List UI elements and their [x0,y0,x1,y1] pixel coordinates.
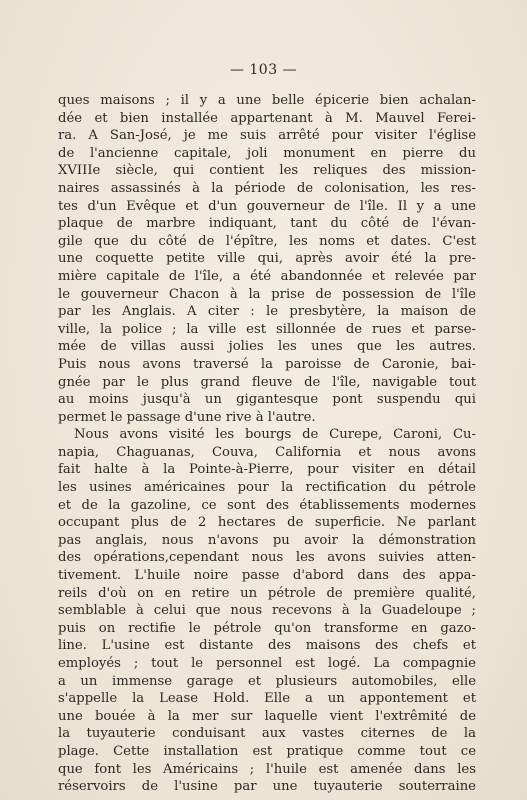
text-line: de l'ancienne capitale, joli monument en pierre du [58,145,476,161]
text-line: et de la gazoline, ce sont des établissements modernes [58,497,476,513]
text-line: fait halte à la Pointe-à-Pierre, pour visiter en détail [58,462,476,478]
text-line: puis on rectifie le pétrole qu'on transforme en gazo- [58,620,476,636]
text-line: a un immense garage et plusieurs automobiles, elle [58,673,476,689]
text-line: semblable à celui que nous recevons à la Guadeloupe ; [58,603,476,619]
text-line: que font les Américains ; l'huile est amenée dans les [58,761,476,777]
text-line: plaque de marbre indiquant, tant du côté de l'évan- [58,216,476,232]
text-line: permet le passage d'une rive à l'autre. [58,409,316,425]
text-line: Puis nous avons traversé la paroisse de Caronie, bai- [58,356,476,372]
text-line: le gouverneur Chacon à la prise de possession de l'île [58,286,476,302]
text-line: par les Anglais. A citer : le presbytère, la maison de [58,304,476,320]
text-line: occupant plus de 2 hectares de superficie. Ne parlant [58,515,476,531]
text-line: tivement. L'huile noire passe d'abord dans des appa- [58,568,476,584]
text-line: une bouée à la mer sur laquelle vient l'extrêmité de [58,708,476,724]
text-line: reils d'où on en retire un pétrole de première qualité, [58,585,476,601]
text-line: pas anglais, nous n'avons pu avoir la démonstration [58,532,476,548]
text-line: ques maisons ; il y a une belle épicerie bien achalan- [58,93,476,108]
text-line: gile que du côté de l'épître, les noms et dates. C'est [58,233,476,249]
text-line: les usines américaines pour la rectification du pétrole [58,480,476,496]
text-line: ville, la police ; la ville est sillonnée de rues et parse- [58,321,476,337]
text-line: napia, Chaguanas, Couva, California et nous avons [58,444,476,460]
text-line: tes d'un Evêque et d'un gouverneur de l'île. Il y a une [58,198,476,214]
text-line: plage. Cette installation est pratique comme tout ce [58,743,476,759]
text-line: Nous avons visité les bourgs de Curepe, Caroni, Cu- [74,427,476,443]
body-text [58,92,476,796]
text-line: dée et bien installée appartenant à M. Mauvel Ferei- [58,110,476,126]
text-line: s'appelle la Lease Hold. Elle a un appontement et [58,691,476,707]
text-line: ra. A San-José, je me suis arrêté pour visiter l'église [58,128,476,144]
text-line: mée de villas aussi jolies les unes que les autres. [58,339,476,355]
page-number: — 103 — [229,62,298,78]
text-line: des opérations,cependant nous les avons suivies atten- [58,550,476,566]
text-line: XVIIIe siècle, qui contient les reliques des mission- [58,163,476,179]
text-line: la tuyauterie conduisant aux vastes citernes de la [58,726,476,742]
text-line: réservoirs de l'usine par une tuyauterie souterraine [58,779,476,795]
text-line: une coquette petite ville qui, après avoir été la pre- [58,251,476,267]
text-line: line. L'usine est distante des maisons des chefs et [58,638,476,654]
text-line: employés ; tout le personnel est logé. La compagnie [58,656,476,671]
text-line: gnée par le plus grand fleuve de l'île, navigable tout [58,374,476,390]
text-line: naires assassinés à la période de colonisation, les res- [58,180,476,196]
text-line: au moins jusqu'à un gigantesque pont suspendu qui [58,392,476,408]
text-line: mière capitale de l'île, a été abandonnée et relevée par [58,268,476,284]
